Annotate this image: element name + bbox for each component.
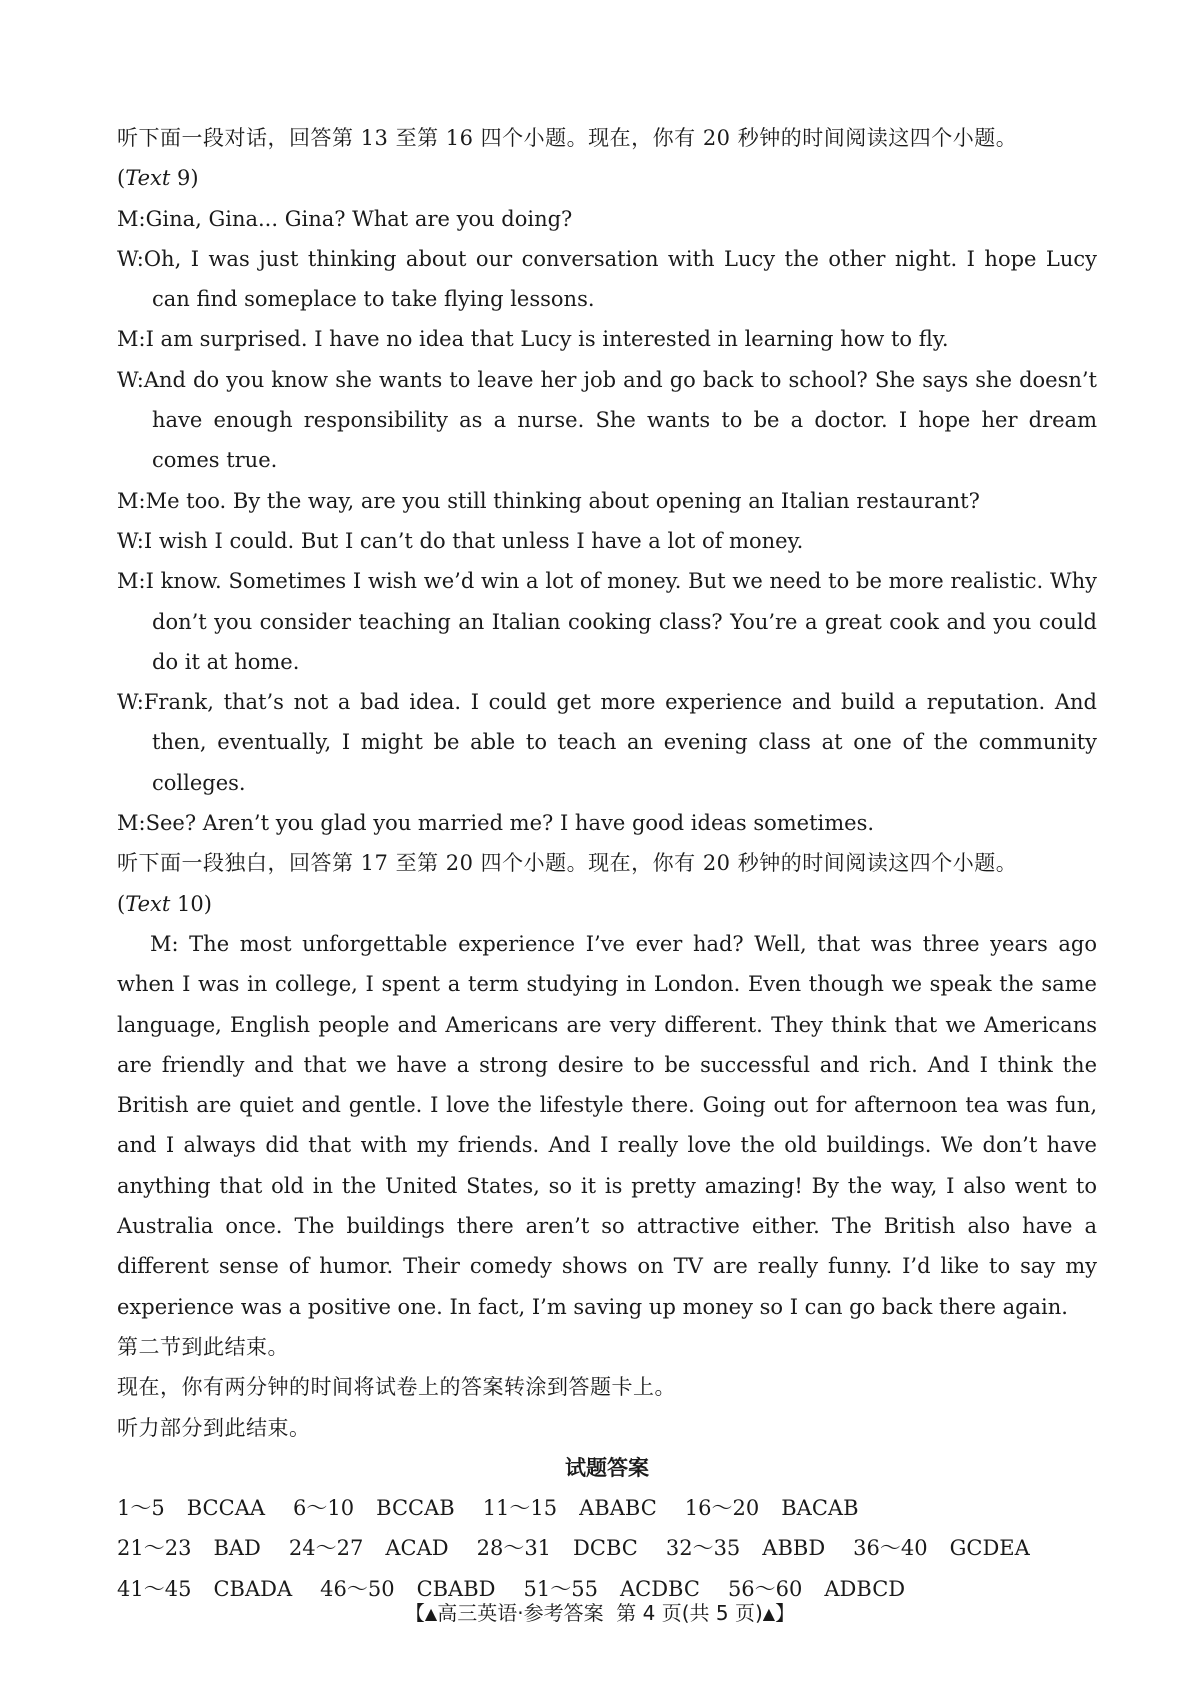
answer-range: 51～55 — [523, 1576, 598, 1601]
answer-row — [117, 1488, 1097, 1529]
text-number: 10) — [170, 891, 212, 916]
answer-key-letters: ADBCD — [824, 1576, 906, 1601]
answer-key-letters: ACDBC — [619, 1576, 700, 1601]
answer-range: 28～31 — [476, 1536, 552, 1561]
end-listening: 听力部分到此结束。 — [117, 1415, 311, 1440]
footer-title: 高三英语·参考答案 — [437, 1601, 604, 1625]
speaker-label: M: — [117, 569, 146, 594]
answer-key-letters: BACAB — [781, 1495, 859, 1520]
answer-key-letters: ACAD — [385, 1536, 449, 1561]
dialogue-text: Gina, Gina... Gina? What are you doing? — [145, 206, 573, 231]
answer-range: 21～23 — [117, 1536, 192, 1561]
section-intro-13-16: 听下面一段对话，回答第 13 至第 16 四个小题。现在，你有 20 秒钟的时间阅读这四个小题。 — [117, 126, 1018, 150]
dialogue-text: See? Aren’t you glad you married me? I have good ideas sometimes. — [145, 811, 875, 836]
answer-range: 41～45 — [117, 1576, 192, 1601]
dialogue-turn — [117, 319, 1097, 359]
answer-range: 6～10 — [293, 1495, 355, 1520]
answer-range: 46～50 — [320, 1576, 395, 1601]
speaker-label: M: — [117, 206, 146, 231]
footer-page-number: 第 4 页(共 5 页) — [616, 1601, 763, 1625]
speaker-label: M: — [117, 488, 146, 513]
section-intro-17-20: 听下面一段独白，回答第 17 至第 20 四个小题。现在，你有 20 秒钟的时间阅读这四个小题。 — [117, 851, 1018, 876]
dialogue-turn — [117, 239, 1097, 320]
dialogue-text: Frank, that’s not a bad idea. I could get more experience and build a reputation. And then, eventually, I might be able to teach an evening class at one of the community colleges. — [143, 690, 1097, 795]
speaker-label: M: — [117, 811, 146, 836]
footer-left-bracket: 【 — [404, 1601, 425, 1625]
speaker-label: W: — [117, 246, 144, 271]
dialogue-text: And do you know she wants to leave her job and go back to school? She says she doesn’t have enough responsibility as a nurse. She wants to be a doctor. I hope her dream comes true. — [143, 367, 1097, 473]
triangle-logo-icon: ▲ — [762, 1604, 776, 1623]
end-section-two: 第二节到此结束。 — [117, 1334, 289, 1359]
answer-row — [117, 1528, 1097, 1569]
text-word: Text — [125, 891, 171, 916]
dialogue-turn — [117, 360, 1097, 481]
transfer-answers-note: 现在，你有两分钟的时间将试卷上的答案转涂到答题卡上。 — [117, 1375, 676, 1400]
answer-key-letters: BAD — [213, 1536, 261, 1561]
dialogue-text: I am surprised. I have no idea that Lucy is interested in learning how to fly. — [145, 327, 949, 352]
answer-key-letters: DCBC — [573, 1536, 638, 1561]
dialogue-turn — [117, 481, 1097, 521]
footer-right-bracket: 】 — [775, 1601, 796, 1625]
dialogue-text: I know. Sometimes I wish we’d win a lot of money. But we need to be more realistic. Why don’t you consider teaching an Italian cooking class? You’re a great cook and you could do it at home. — [145, 569, 1097, 674]
answer-key-letters: BCCAB — [376, 1495, 455, 1520]
document-page — [117, 118, 1097, 1609]
text-word: Text — [125, 166, 171, 191]
triangle-logo-icon: ▲ — [424, 1604, 438, 1623]
speaker-label: M: — [117, 327, 146, 352]
answer-key-letters: ABABC — [579, 1495, 657, 1520]
text9-label: (Text 9) — [117, 166, 199, 191]
dialogue-text: I wish I could. But I can’t do that unless I have a lot of money. — [143, 528, 804, 553]
answer-range: 16～20 — [684, 1495, 760, 1520]
answer-key-letters: CBABD — [416, 1576, 496, 1601]
answer-range: 36～40 — [853, 1536, 928, 1561]
answer-key-letters: CBADA — [213, 1576, 293, 1601]
answer-range: 11～15 — [482, 1495, 558, 1520]
answer-range: 32～35 — [665, 1536, 741, 1561]
text-number: 9) — [170, 166, 199, 191]
answer-range: 1～5 — [117, 1495, 165, 1520]
monologue-paragraph: M: The most unforgettable experience I’ve ever had? Well, that was three years ago when I was in college, I spent a term studying in London. Even though we speak the same language, English people and Americans are very different. They think that we Americans are friendly and that we have a strong desire to be successful and rich. And I think the British are quiet and gentle. I love the lifestyle there. Going out for afternoon tea was fun, and I always did that with my friends. And I really love the old buildings. We don’t have anything that old in the United States, so it is pretty amazing! By the way, I also went to Australia once. The buildings there aren’t so attractive either. The British also have a different sense of humor. Their comedy shows on TV are really funny. I’d like to say my experience was a positive one. In fact, I’m saving up money so I can go back there again. — [117, 931, 1097, 1319]
dialogue-text: Me too. By the way, are you still thinking about opening an Italian restaurant? — [145, 488, 980, 513]
dialogue-turn — [117, 199, 1097, 239]
answer-key-letters: BCCAA — [186, 1495, 266, 1520]
dialogue-turn — [117, 521, 1097, 561]
dialogue-turn — [117, 682, 1097, 803]
dialogue-turn — [117, 803, 1097, 843]
dialogue-turn — [117, 561, 1097, 682]
dialogue-text: Oh, I was just thinking about our conversation with Lucy the other night. I hope Lucy can find someplace to take flying lessons. — [143, 246, 1097, 312]
speaker-label: W: — [117, 367, 144, 392]
answer-range: 56～60 — [727, 1576, 803, 1601]
page-footer — [0, 1597, 1200, 1626]
dialogue-block — [117, 199, 1097, 844]
answers-title: 试题答案 — [565, 1455, 649, 1480]
text10-label: (Text 10) — [117, 891, 212, 916]
speaker-label: W: — [117, 690, 144, 715]
answer-range: 24～27 — [288, 1536, 364, 1561]
speaker-label: W: — [117, 528, 144, 553]
answer-key-letters: GCDEA — [949, 1536, 1030, 1561]
answer-key — [117, 1488, 1097, 1610]
answer-key-letters: ABBD — [762, 1536, 826, 1561]
